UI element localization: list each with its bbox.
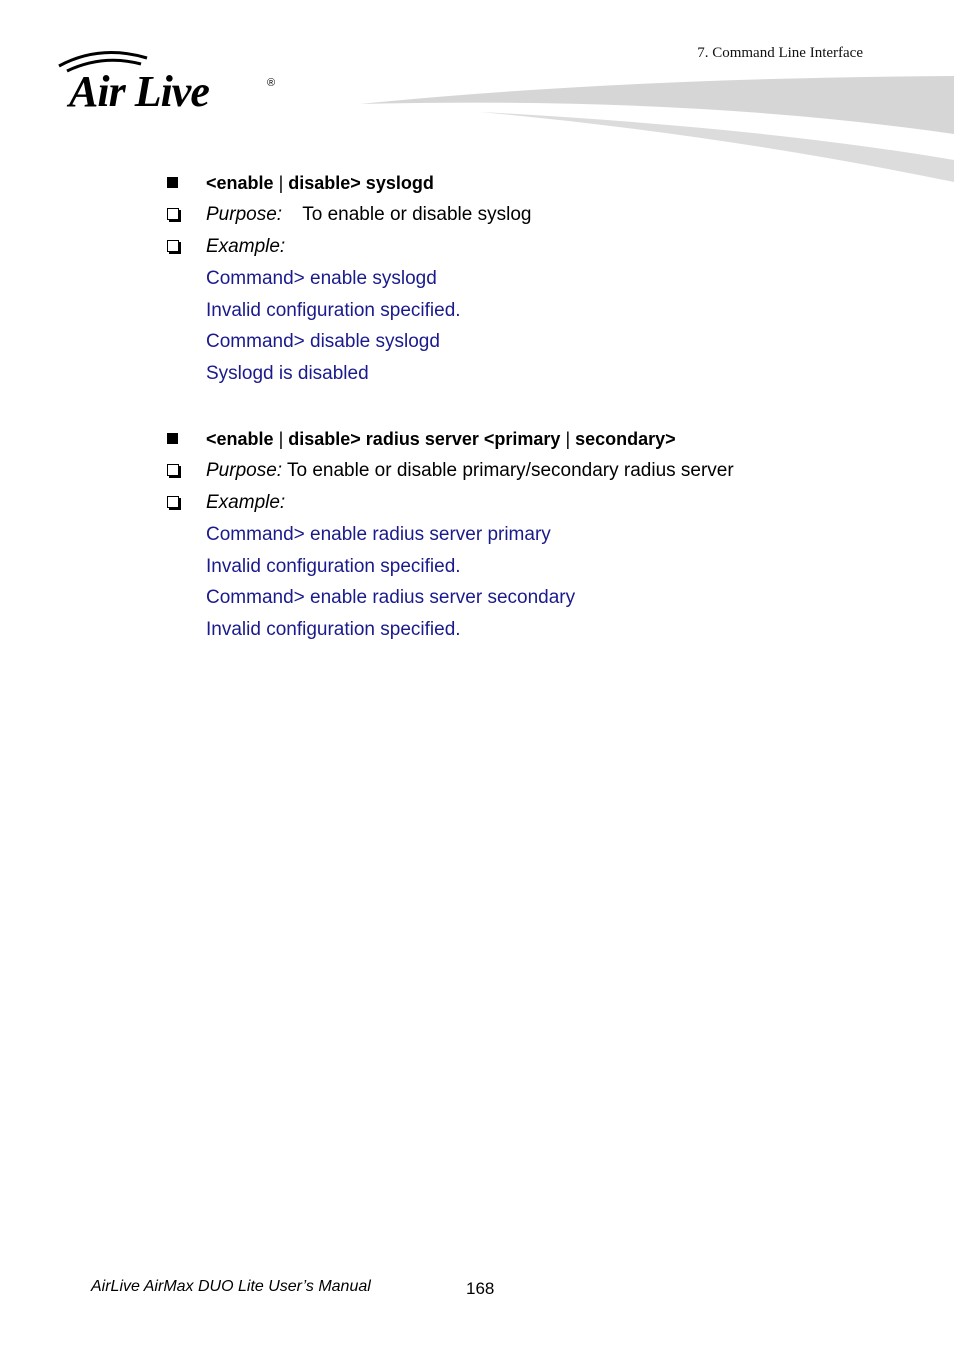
chapter-header: 7. Command Line Interface — [697, 45, 863, 61]
logo-registered-mark: ® — [267, 77, 276, 89]
filled-square-bullet-icon — [167, 428, 183, 450]
command-line: Command> enable syslogd — [206, 268, 437, 289]
airlive-logo — [55, 46, 285, 112]
hollow-square-bullet-icon — [167, 204, 183, 226]
filled-square-bullet-icon — [167, 172, 183, 194]
purpose-text: To enable or disable syslog — [302, 204, 532, 225]
logo-arc-outer — [59, 53, 147, 66]
command-line: Syslogd is disabled — [206, 363, 369, 384]
purpose-label: Purpose: — [206, 460, 283, 481]
example-label: Example: — [206, 236, 286, 257]
command-line: Invalid configuration specified. — [206, 619, 461, 640]
section-title: <enable | disable> radius server <primary | secondary> — [206, 429, 676, 449]
hollow-square-bullet-icon — [167, 236, 183, 258]
page-number: 168 — [466, 1279, 495, 1298]
command-line: Invalid configuration specified. — [206, 556, 461, 577]
logo-wordmark: Air Live — [69, 67, 209, 112]
header-swoosh-graphic — [360, 72, 954, 187]
purpose-text: To enable or disable primary/secondary radius server — [286, 460, 734, 481]
command-line: Invalid configuration specified. — [206, 300, 461, 321]
hollow-square-bullet-icon — [167, 460, 183, 482]
hollow-square-bullet-icon — [167, 492, 183, 514]
command-line: Command> disable syslogd — [206, 331, 440, 352]
purpose-label: Purpose: — [206, 204, 283, 225]
command-line: Command> enable radius server primary — [206, 524, 551, 545]
example-label: Example: — [206, 492, 286, 513]
command-line: Command> enable radius server secondary — [206, 587, 576, 608]
section-title: <enable | disable> syslogd — [206, 173, 434, 193]
footer-manual-title: AirLive AirMax DUO Lite User’s Manual — [91, 1278, 371, 1295]
